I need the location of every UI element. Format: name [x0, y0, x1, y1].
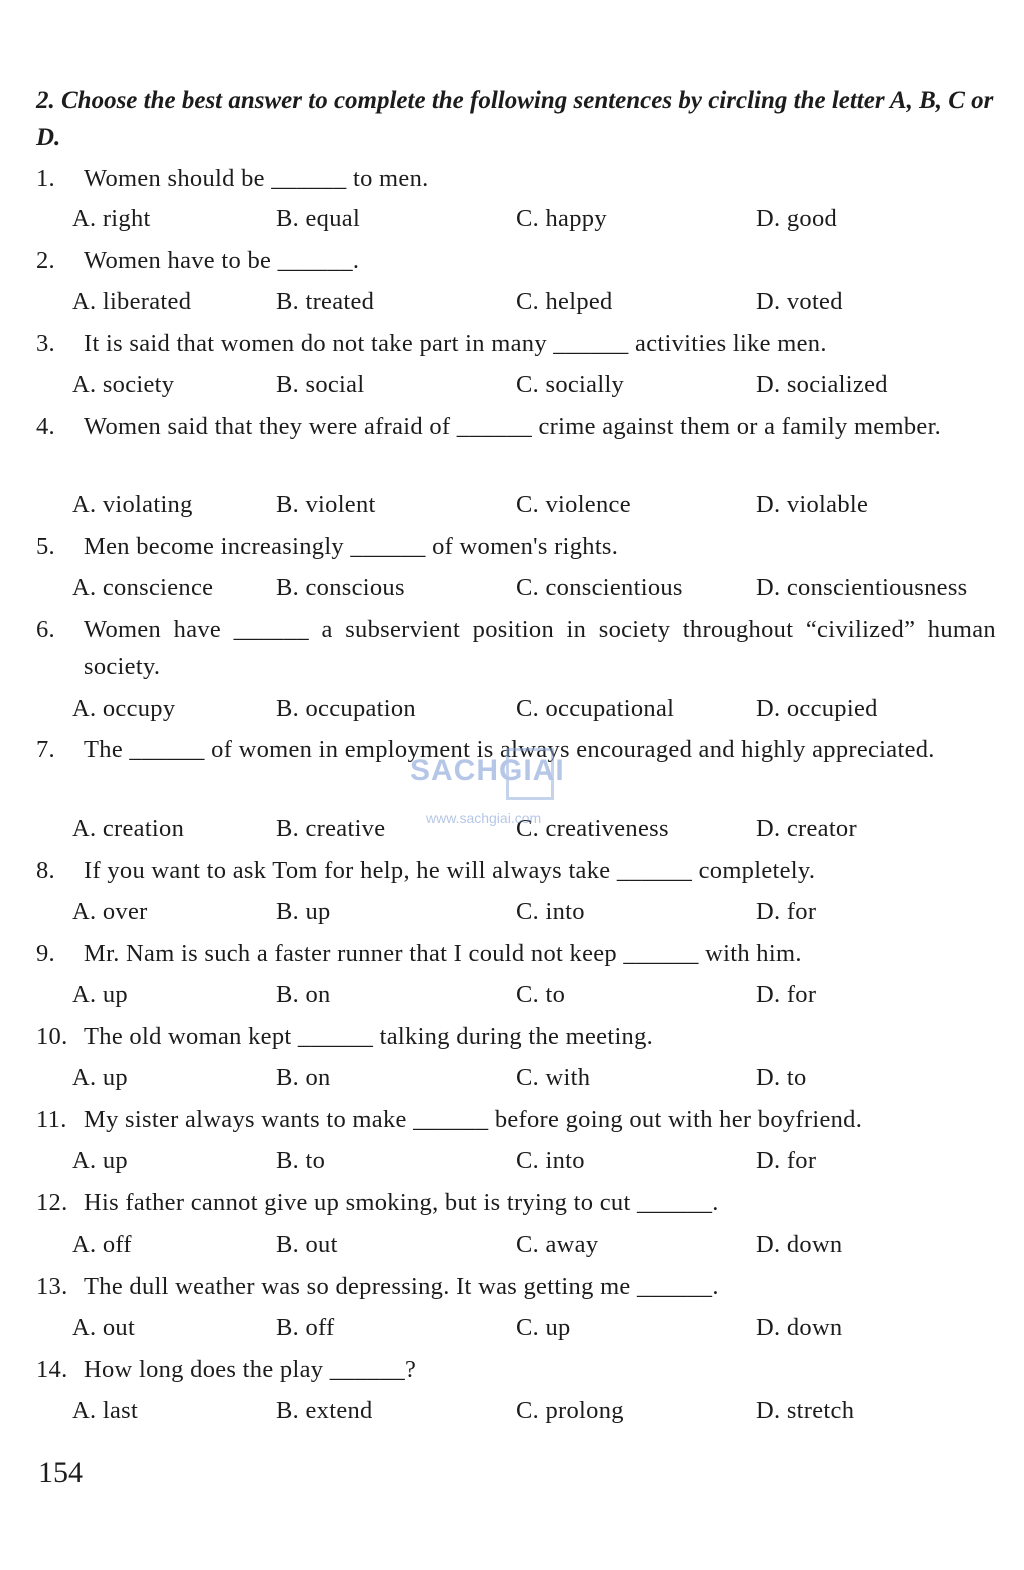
option-a[interactable]: A. occupy	[72, 695, 176, 722]
option-b[interactable]: B. equal	[276, 205, 361, 232]
option-a[interactable]: A. last	[72, 1397, 139, 1424]
question-1	[36, 160, 996, 197]
answer-options	[0, 569, 1024, 606]
option-b[interactable]: B. occupation	[276, 695, 416, 722]
option-a[interactable]: A. out	[72, 1314, 136, 1341]
option-d[interactable]: D. conscientiousness	[756, 574, 968, 601]
question-stem: Women have ______ a subservient position in society throughout “civilized” human society.	[84, 616, 996, 680]
option-b[interactable]: B. treated	[276, 288, 375, 315]
option-c[interactable]: C. away	[516, 1231, 599, 1258]
page-number: 154	[38, 1456, 83, 1489]
question-number: 13.	[36, 1273, 68, 1300]
question-stem: Women should be ______ to men.	[84, 165, 429, 192]
option-c[interactable]: C. violence	[516, 491, 631, 518]
question-13	[36, 1268, 996, 1305]
option-a[interactable]: A. conscience	[72, 574, 214, 601]
answer-options	[0, 1059, 1024, 1096]
option-c[interactable]: C. conscientious	[516, 574, 683, 601]
question-2	[36, 242, 996, 279]
option-c[interactable]: C. happy	[516, 205, 607, 232]
question-stem: The ______ of women in employment is always encouraged and highly appreciated.	[84, 736, 935, 763]
option-c[interactable]: C. up	[516, 1314, 571, 1341]
question-stem: How long does the play ______?	[84, 1356, 417, 1383]
question-number: 14.	[36, 1356, 68, 1383]
watermark	[410, 742, 610, 837]
exercise-instruction: 2. Choose the best answer to complete the following sentences by circling the letter A, B, C or D.	[36, 87, 994, 151]
answer-options	[0, 1226, 1024, 1263]
question-12	[36, 1184, 996, 1221]
question-3	[36, 325, 996, 362]
question-5	[36, 528, 996, 565]
option-d[interactable]: D. down	[756, 1314, 843, 1341]
question-stem: If you want to ask Tom for help, he will always take ______ completely.	[84, 857, 816, 884]
option-b[interactable]: B. violent	[276, 491, 376, 518]
option-a[interactable]: A. violating	[72, 491, 193, 518]
option-c[interactable]: C. helped	[516, 288, 613, 315]
question-number: 5.	[36, 533, 55, 560]
option-b[interactable]: B. out	[276, 1231, 338, 1258]
question-stem: Mr. Nam is such a faster runner that I could not keep ______ with him.	[84, 940, 802, 967]
answer-options	[0, 976, 1024, 1013]
question-number: 10.	[36, 1023, 68, 1050]
question-14	[36, 1351, 996, 1388]
option-d[interactable]: D. violable	[756, 491, 869, 518]
option-a[interactable]: A. off	[72, 1231, 132, 1258]
question-number: 4.	[36, 413, 55, 440]
question-number: 8.	[36, 857, 55, 884]
option-d[interactable]: D. to	[756, 1064, 807, 1091]
question-8	[36, 852, 996, 889]
question-6	[36, 611, 996, 685]
question-number: 6.	[36, 616, 55, 643]
option-a[interactable]: A. up	[72, 1147, 128, 1174]
answer-options	[0, 690, 1024, 727]
watermark-url: www.sachgiai.com	[426, 810, 542, 826]
answer-options	[0, 1142, 1024, 1179]
option-a[interactable]: A. society	[72, 371, 175, 398]
question-stem: His father cannot give up smoking, but is trying to cut ______.	[84, 1189, 719, 1216]
option-d[interactable]: D. occupied	[756, 695, 878, 722]
question-number: 7.	[36, 736, 55, 763]
option-c[interactable]: C. creativeness	[516, 815, 669, 842]
option-d[interactable]: D. socialized	[756, 371, 888, 398]
option-d[interactable]: D. creator	[756, 815, 857, 842]
option-b[interactable]: B. on	[276, 1064, 331, 1091]
answer-options	[0, 893, 1024, 930]
option-b[interactable]: B. on	[276, 981, 331, 1008]
question-number: 2.	[36, 247, 55, 274]
option-d[interactable]: D. good	[756, 205, 838, 232]
option-c[interactable]: C. into	[516, 1147, 585, 1174]
option-b[interactable]: B. to	[276, 1147, 326, 1174]
option-b[interactable]: B. up	[276, 898, 331, 925]
option-d[interactable]: D. voted	[756, 288, 843, 315]
option-b[interactable]: B. creative	[276, 815, 386, 842]
answer-options	[0, 200, 1024, 237]
question-11	[36, 1101, 996, 1138]
option-c[interactable]: C. into	[516, 898, 585, 925]
answer-options	[0, 1309, 1024, 1346]
question-4	[36, 408, 996, 445]
question-number: 9.	[36, 940, 55, 967]
option-c[interactable]: C. socially	[516, 371, 625, 398]
option-d[interactable]: D. for	[756, 898, 817, 925]
option-a[interactable]: A. up	[72, 981, 128, 1008]
option-d[interactable]: D. stretch	[756, 1397, 855, 1424]
option-a[interactable]: A. creation	[72, 815, 185, 842]
option-d[interactable]: D. down	[756, 1231, 843, 1258]
question-stem: It is said that women do not take part in many ______ activities like men.	[84, 330, 827, 357]
watermark-brand: SACHGIAI	[410, 754, 565, 787]
question-stem: Men become increasingly ______ of women's rights.	[84, 533, 619, 560]
question-number: 3.	[36, 330, 55, 357]
answer-options	[0, 283, 1024, 320]
question-10	[36, 1018, 996, 1055]
option-a[interactable]: A. liberated	[72, 288, 192, 315]
option-a[interactable]: A. right	[72, 205, 151, 232]
option-a[interactable]: A. up	[72, 1064, 128, 1091]
question-number: 1.	[36, 165, 55, 192]
option-d[interactable]: D. for	[756, 981, 817, 1008]
option-d[interactable]: D. for	[756, 1147, 817, 1174]
answer-options	[0, 1392, 1024, 1429]
question-stem: Women have to be ______.	[84, 247, 360, 274]
option-b[interactable]: B. extend	[276, 1397, 373, 1424]
option-c[interactable]: C. occupational	[516, 695, 675, 722]
answer-options	[0, 366, 1024, 403]
question-number: 12.	[36, 1189, 68, 1216]
option-a[interactable]: A. over	[72, 898, 148, 925]
option-b[interactable]: B. conscious	[276, 574, 405, 601]
answer-options	[0, 486, 1024, 523]
question-stem: My sister always wants to make ______ before going out with her boyfriend.	[84, 1106, 863, 1133]
option-c[interactable]: C. to	[516, 981, 566, 1008]
question-number: 11.	[36, 1106, 67, 1133]
question-stem: The dull weather was so depressing. It was getting me ______.	[84, 1273, 719, 1300]
option-c[interactable]: C. prolong	[516, 1397, 624, 1424]
question-stem: The old woman kept ______ talking during the meeting.	[84, 1023, 654, 1050]
option-c[interactable]: C. with	[516, 1064, 591, 1091]
option-b[interactable]: B. social	[276, 371, 365, 398]
option-b[interactable]: B. off	[276, 1314, 335, 1341]
question-stem: Women said that they were afraid of ______ crime against them or a family member.	[84, 413, 942, 440]
question-9	[36, 935, 996, 972]
